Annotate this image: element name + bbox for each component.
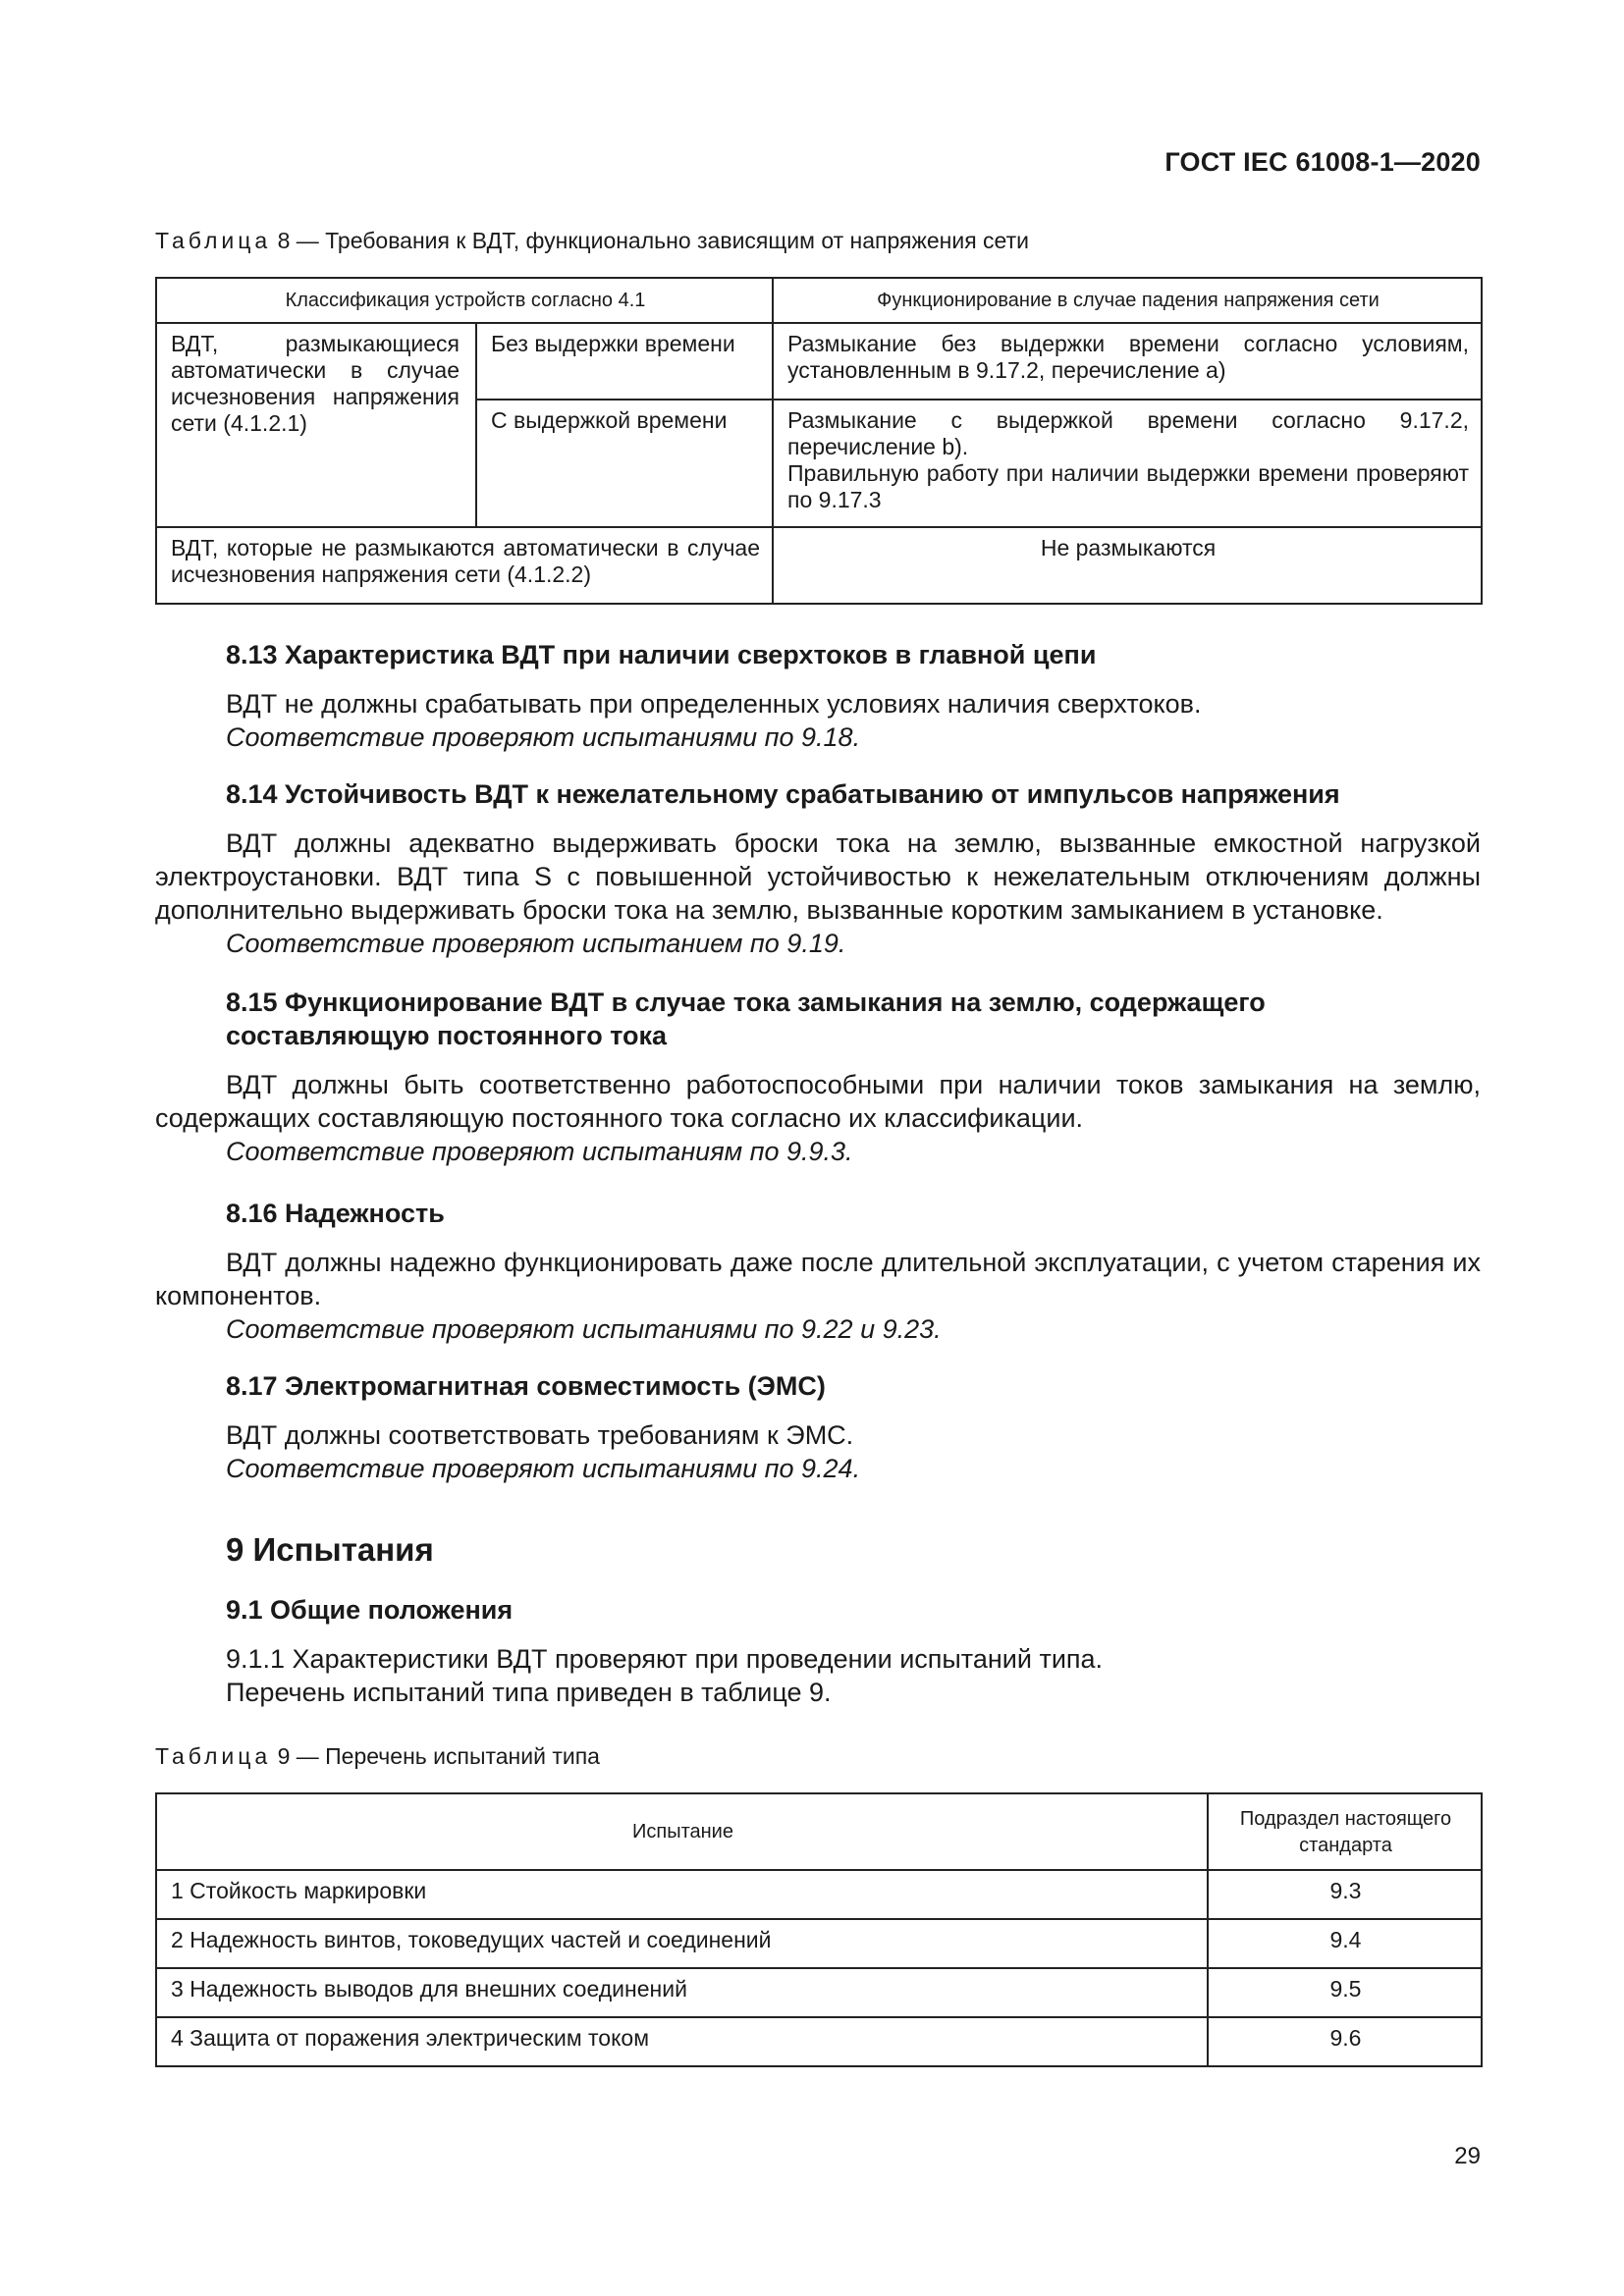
section-8-13 bbox=[155, 638, 1481, 754]
table-8-row1-function: Размыкание без выдержки времени согласно условиям, установленным в 9.17.2, перечисление a) bbox=[773, 323, 1482, 400]
section-heading-line2: составляющую постоянного тока bbox=[226, 1021, 668, 1050]
compliance-note: Соответствие проверяют испытаниями по 9.22 и 9.23. bbox=[226, 1314, 942, 1344]
paragraph: 9.1.1 Характеристики ВДТ проверяют при проведении испытаний типа. bbox=[226, 1644, 1104, 1674]
compliance-note: Соответствие проверяют испытаниями по 9.24. bbox=[226, 1454, 861, 1483]
table-8 bbox=[155, 277, 1483, 605]
compliance-note: Соответствие проверяют испытанием по 9.19. bbox=[226, 929, 846, 958]
paragraph: ВДТ должны быть соответственно работоспособными при наличии токов замыкания на землю, содержащих составляющую постоянного тока согласно их классификации. bbox=[155, 1070, 1481, 1133]
table-8-header-function: Функционирование в случае падения напряжения сети bbox=[773, 278, 1482, 323]
table-8-header-classification: Классификация устройств согласно 4.1 bbox=[156, 278, 773, 323]
table-9-test-cell: 1 Стойкость маркировки bbox=[156, 1870, 1208, 1919]
table-9-test-cell: 4 Защита от поражения электрическим током bbox=[156, 2017, 1208, 2066]
table-9-header-test: Испытание bbox=[156, 1793, 1208, 1870]
table-9-ref-cell: 9.3 bbox=[1208, 1870, 1482, 1919]
table-9 bbox=[155, 1792, 1483, 2067]
table-row bbox=[156, 1919, 1482, 1968]
section-heading: 8.13 Характеристика ВДТ при наличии сверхтоков в главной цепи bbox=[226, 640, 1097, 669]
table-row bbox=[156, 2017, 1482, 2066]
section-8-14 bbox=[155, 777, 1481, 960]
table-8-row3-label: ВДТ, которые не размыкаются автоматически в случае исчезновения напряжения сети (4.1.2.2) bbox=[156, 527, 773, 604]
table-8-row2-function-line1: Размыкание с выдержкой времени согласно 9.17.2, перечисление b). bbox=[787, 407, 1470, 459]
table-8-caption-text: 8 — Требования к ВДТ, функционально зависящим от напряжения сети bbox=[271, 228, 1029, 253]
section-8-15 bbox=[155, 986, 1481, 1168]
section-heading: 8.16 Надежность bbox=[226, 1199, 445, 1228]
table-8-row2-sub: С выдержкой времени bbox=[476, 400, 773, 527]
table-8-row2-function-line2: Правильную работу при наличии выдержки времени проверяют по 9.17.3 bbox=[787, 460, 1470, 512]
section-heading: 9.1 Общие положения bbox=[226, 1595, 514, 1625]
chapter-heading: 9 Испытания bbox=[226, 1531, 434, 1568]
table-9-ref-cell: 9.6 bbox=[1208, 2017, 1482, 2066]
paragraph: ВДТ должны адекватно выдерживать броски тока на землю, вызванные емкостной нагрузкой электроустановки. ВДТ типа S с повышенной устойчивостью к нежелательным отключениям должны дополнительно выдерживать броски тока на землю, вызванные коротким замыканием в установке. bbox=[155, 828, 1481, 925]
table-row bbox=[156, 323, 1482, 400]
section-heading-line1: 8.15 Функционирование ВДТ в случае тока замыкания на землю, содержащего bbox=[226, 988, 1266, 1017]
section-8-16 bbox=[155, 1197, 1481, 1346]
table-9-test-cell: 2 Надежность винтов, токоведущих частей и соединений bbox=[156, 1919, 1208, 1968]
table-9-caption bbox=[155, 1743, 600, 1770]
table-9-test-cell: 3 Надежность выводов для внешних соединений bbox=[156, 1968, 1208, 2017]
table-9-caption-prefix: Таблица bbox=[155, 1743, 272, 1769]
table-8-row3-function: Не размыкаются bbox=[773, 527, 1482, 604]
paragraph: ВДТ не должны срабатывать при определенных условиях наличия сверхтоков. bbox=[226, 689, 1202, 719]
section-9 bbox=[155, 1533, 1481, 1567]
table-9-header-ref: Подраздел настоящего стандарта bbox=[1208, 1793, 1482, 1870]
table-8-header-row bbox=[156, 278, 1482, 323]
page-number: 29 bbox=[1454, 2143, 1481, 2169]
section-heading: 8.17 Электромагнитная совместимость (ЭМС) bbox=[226, 1371, 826, 1401]
section-9-1 bbox=[155, 1593, 1481, 1709]
section-heading: 8.14 Устойчивость ВДТ к нежелательному срабатыванию от импульсов напряжения bbox=[226, 779, 1340, 809]
table-row bbox=[156, 527, 1482, 604]
table-8-row2-function bbox=[773, 400, 1482, 527]
paragraph: Перечень испытаний типа приведен в таблице 9. bbox=[226, 1678, 832, 1707]
table-row bbox=[156, 1870, 1482, 1919]
compliance-note: Соответствие проверяют испытаниям по 9.9.3. bbox=[226, 1137, 853, 1166]
table-8-caption-prefix: Таблица bbox=[155, 228, 272, 253]
table-9-header-row bbox=[156, 1793, 1482, 1870]
table-9-ref-cell: 9.4 bbox=[1208, 1919, 1482, 1968]
table-row bbox=[156, 1968, 1482, 2017]
table-9-ref-cell: 9.5 bbox=[1208, 1968, 1482, 2017]
table-8-group-label: ВДТ, размыкающиеся автоматически в случае исчезновения напряжения сети (4.1.2.1) bbox=[156, 323, 476, 527]
section-8-17 bbox=[155, 1369, 1481, 1485]
paragraph: ВДТ должны соответствовать требованиям к ЭМС. bbox=[226, 1420, 854, 1450]
table-9-caption-text: 9 — Перечень испытаний типа bbox=[271, 1743, 600, 1769]
table-8-caption bbox=[155, 228, 1029, 254]
table-8-row1-sub: Без выдержки времени bbox=[476, 323, 773, 400]
paragraph: ВДТ должны надежно функционировать даже после длительной эксплуатации, с учетом старения их компонентов. bbox=[155, 1248, 1481, 1310]
compliance-note: Соответствие проверяют испытаниями по 9.18. bbox=[226, 722, 861, 752]
standard-designation: ГОСТ IEC 61008-1—2020 bbox=[1164, 147, 1481, 177]
